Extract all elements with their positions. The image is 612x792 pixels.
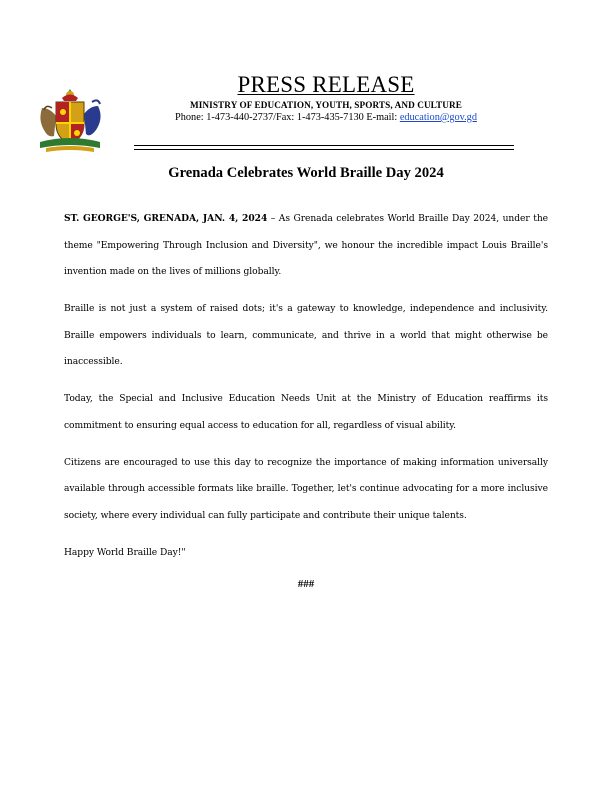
header-divider-thin xyxy=(134,149,514,150)
letterhead xyxy=(140,72,512,124)
dateline: ST. GEORGE'S, GRENADA, JAN. 4, 2024 xyxy=(64,213,268,224)
body-text xyxy=(64,206,548,577)
paragraph-3: Today, the Special and Inclusive Education Needs Unit at the Ministry of Education reaffirms its commitment to ensuring equal access to education for all, regardless of visual ability. xyxy=(64,394,548,431)
paragraph-1-text: – As Grenada celebrates World Braille Day 2024, under the theme "Empowering Through Inclusion and Diversity", we honour the incredible impact Louis Braille's invention made on the lives of millions globally. xyxy=(64,214,549,277)
ministry-name: MINISTRY OF EDUCATION, YOUTH, SPORTS, AND CULTURE xyxy=(189,100,462,110)
contact-line xyxy=(140,111,512,124)
paragraph-1 xyxy=(64,206,548,286)
headline: Grenada Celebrates World Braille Day 2024 xyxy=(168,165,444,181)
press-release-title: PRESS RELEASE xyxy=(237,72,415,97)
header-divider-thick xyxy=(134,145,514,146)
end-mark: ### xyxy=(297,578,315,590)
email-link[interactable]: education@gov.gd xyxy=(399,112,477,123)
paragraph-5: Happy World Braille Day!" xyxy=(64,547,186,558)
paragraph-4: Citizens are encouraged to use this day to recognize the importance of making information universally available through accessible formats like braille. Together, let's continue advocating for a more inclusive society, where every individual can fully participate and contribute their unique talents. xyxy=(64,457,548,521)
coat-of-arms-icon xyxy=(36,86,104,154)
paragraph-2: Braille is not just a system of raised dots; it's a gateway to knowledge, independence and inclusivity. Braille empowers individuals to learn, communicate, and thrive in a world that might otherwise be inaccessible. xyxy=(64,304,548,367)
phone-fax: Phone: 1-473-440-2737/Fax: 1-473-435-7130 E-mail: xyxy=(175,112,400,123)
